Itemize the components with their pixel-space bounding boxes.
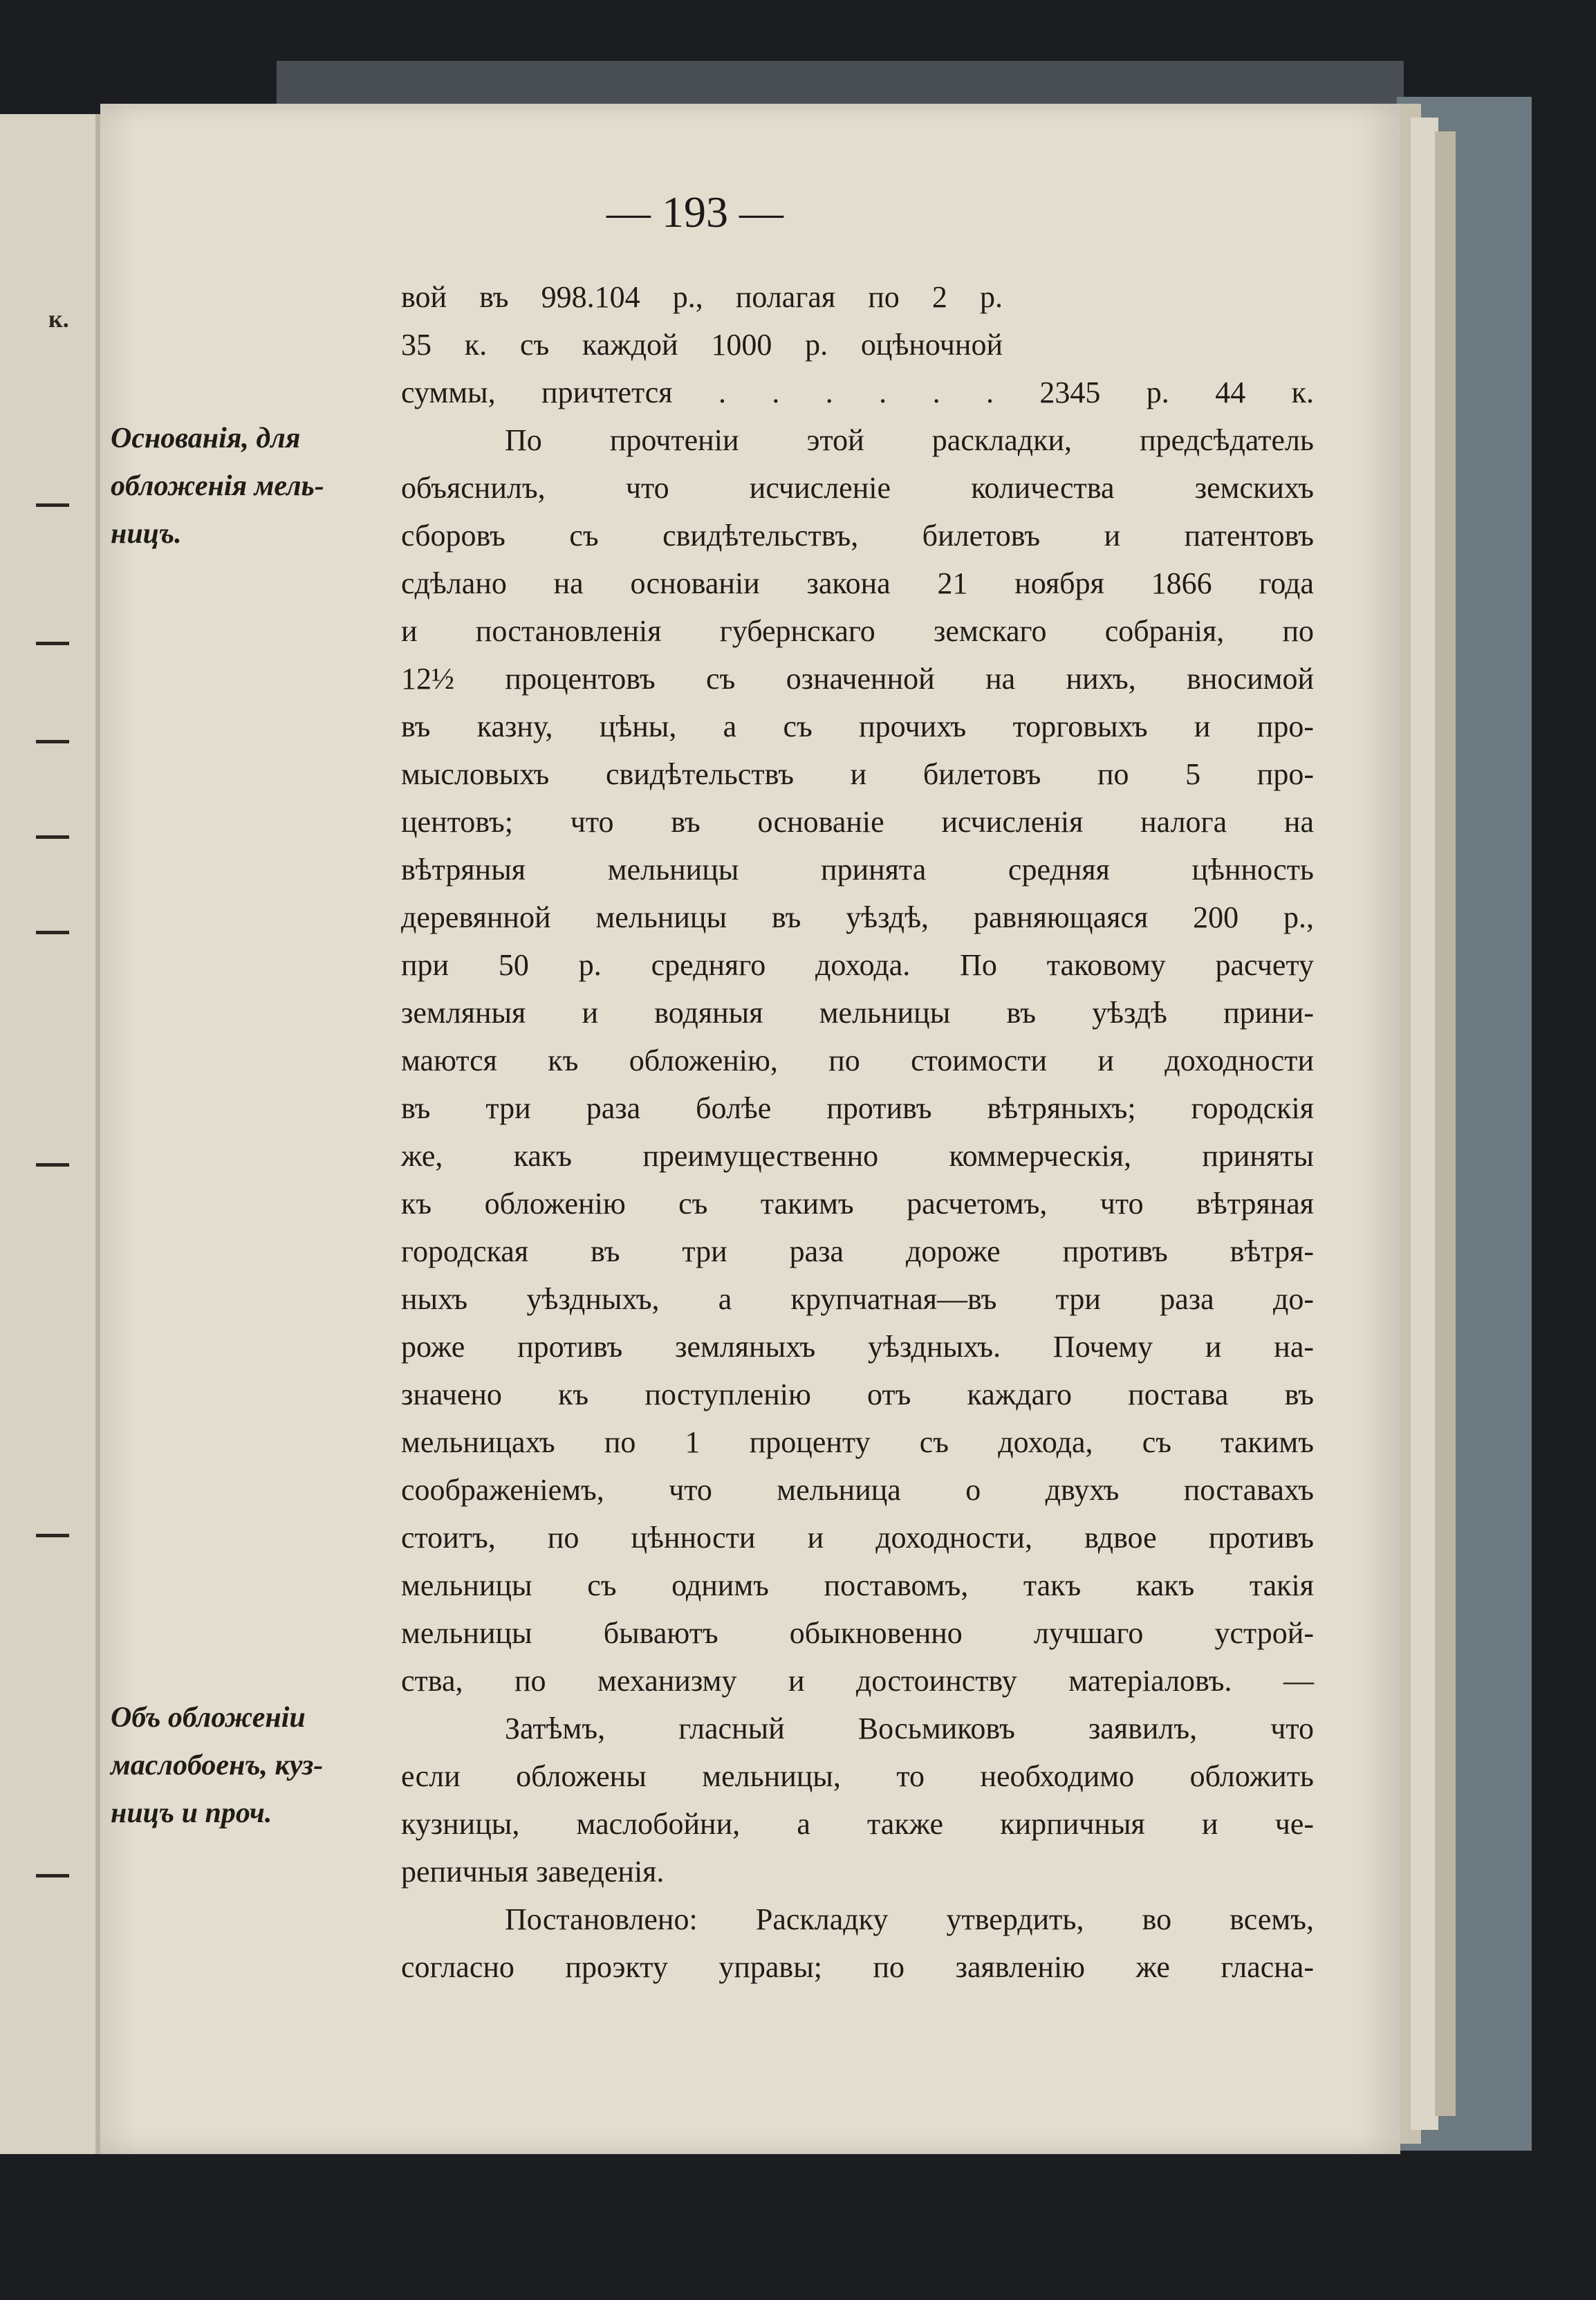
text-line: мысловыхъ свидѣтельствъ и билетовъ по 5 про- bbox=[401, 757, 1314, 791]
text-line: 35 к. съ каждой 1000 р. оцѣночной bbox=[401, 328, 1003, 362]
cover-top-strip bbox=[277, 61, 1404, 109]
margin-note-line: маслобоенъ, куз- bbox=[111, 1750, 324, 1781]
text-line: ства, по механизму и достоинству матеріаловъ. — bbox=[401, 1664, 1314, 1698]
text-line: кузницы, маслобойни, а также кирпичныя и че- bbox=[401, 1807, 1314, 1841]
text-line: къ обложенію съ такимъ расчетомъ, что вѣтряная bbox=[401, 1187, 1314, 1221]
previous-page-dash bbox=[36, 1534, 69, 1537]
text-line: маются къ обложенію, по стоимости и доходности bbox=[401, 1044, 1314, 1077]
previous-page-dash bbox=[36, 1874, 69, 1877]
text-line: ныхъ уѣздныхъ, а крупчатная—въ три раза до- bbox=[401, 1282, 1314, 1316]
text-line: и постановленія губернскаго земскаго собранія, по bbox=[401, 614, 1314, 648]
margin-note-line: ницъ. bbox=[111, 518, 182, 550]
previous-page-dash bbox=[36, 1163, 69, 1167]
text-line: вѣтряныя мельницы принята средняя цѣнность bbox=[401, 853, 1314, 887]
margin-note-line: Объ обложеніи bbox=[111, 1702, 306, 1734]
previous-page-letter: к. bbox=[48, 305, 69, 333]
text-line: объяснилъ, что исчисленіе количества земскихъ bbox=[401, 471, 1314, 505]
page-stack-edge bbox=[1411, 118, 1438, 2130]
text-line: земляныя и водяныя мельницы въ уѣздѣ прини- bbox=[401, 996, 1314, 1030]
text-line: 12½ процентовъ съ означенной на нихъ, вносимой bbox=[401, 662, 1314, 696]
text-line: роже противъ земляныхъ уѣздныхъ. Почему и на- bbox=[401, 1330, 1314, 1364]
text-line: мельницы бываютъ обыкновенно лучшаго устрой- bbox=[401, 1616, 1314, 1650]
text-line: въ казну, цѣны, а съ прочихъ торговыхъ и про- bbox=[401, 710, 1314, 743]
page-body-text bbox=[401, 273, 1314, 1991]
text-line: вой въ 998.104 р., полагая по 2 р. bbox=[401, 280, 1003, 314]
margin-note-mills bbox=[111, 415, 415, 558]
previous-page-dash bbox=[36, 642, 69, 645]
margin-note-line: Основанія, для bbox=[111, 423, 301, 454]
text-line: значено къ поступленію отъ каждаго постава въ bbox=[401, 1378, 1314, 1411]
previous-page-dash bbox=[36, 503, 69, 507]
previous-page-edge bbox=[0, 114, 104, 2154]
text-line: Затѣмъ, гласный Восьмиковъ заявилъ, что bbox=[505, 1712, 1314, 1745]
previous-page-dash bbox=[36, 835, 69, 839]
text-line: сдѣлано на основаніи закона 21 ноября 1866 года bbox=[401, 566, 1314, 600]
text-line: Постановлено: Раскладку утвердить, во всемъ, bbox=[505, 1902, 1314, 1936]
previous-page-dash bbox=[36, 740, 69, 743]
text-line: при 50 р. средняго дохода. По таковому расчету bbox=[401, 948, 1314, 982]
text-line: стоитъ, по цѣнности и доходности, вдвое противъ bbox=[401, 1521, 1314, 1555]
text-line: если обложены мельницы, то необходимо обложить bbox=[401, 1759, 1314, 1793]
previous-page-dash bbox=[36, 931, 69, 934]
text-line: По прочтеніи этой раскладки, предсѣдатель bbox=[505, 423, 1314, 457]
margin-note-oil-mills bbox=[111, 1694, 415, 1837]
text-line: въ три раза болѣе противъ вѣтряныхъ; городскія bbox=[401, 1091, 1314, 1125]
text-line: городская въ три раза дороже противъ вѣтря- bbox=[401, 1234, 1314, 1268]
margin-note-line: ницъ и проч. bbox=[111, 1797, 272, 1829]
text-line: деревянной мельницы въ уѣздѣ, равняющаяся 200 р., bbox=[401, 900, 1314, 934]
text-line: согласно проэкту управы; по заявленію же гласна- bbox=[401, 1950, 1314, 1984]
text-line: соображеніемъ, что мельница о двухъ поставахъ bbox=[401, 1473, 1314, 1507]
margin-note-line: обложенія мель- bbox=[111, 470, 324, 502]
page-stack-edge bbox=[1435, 131, 1456, 2116]
text-line: же, какъ преимущественно коммерческія, приняты bbox=[401, 1139, 1314, 1173]
text-line: мельницы съ однимъ поставомъ, такъ какъ такія bbox=[401, 1568, 1314, 1602]
page-number: — 193 — bbox=[606, 187, 783, 237]
text-line: суммы, причтется . . . . . . 2345 р. 44 к. bbox=[401, 375, 1314, 409]
text-line: мельницахъ по 1 проценту съ дохода, съ такимъ bbox=[401, 1425, 1314, 1459]
text-line: репичныя заведенія. bbox=[401, 1855, 665, 1889]
text-line: центовъ; что въ основаніе исчисленія налога на bbox=[401, 805, 1314, 839]
text-line: сборовъ съ свидѣтельствъ, билетовъ и патентовъ bbox=[401, 519, 1314, 553]
